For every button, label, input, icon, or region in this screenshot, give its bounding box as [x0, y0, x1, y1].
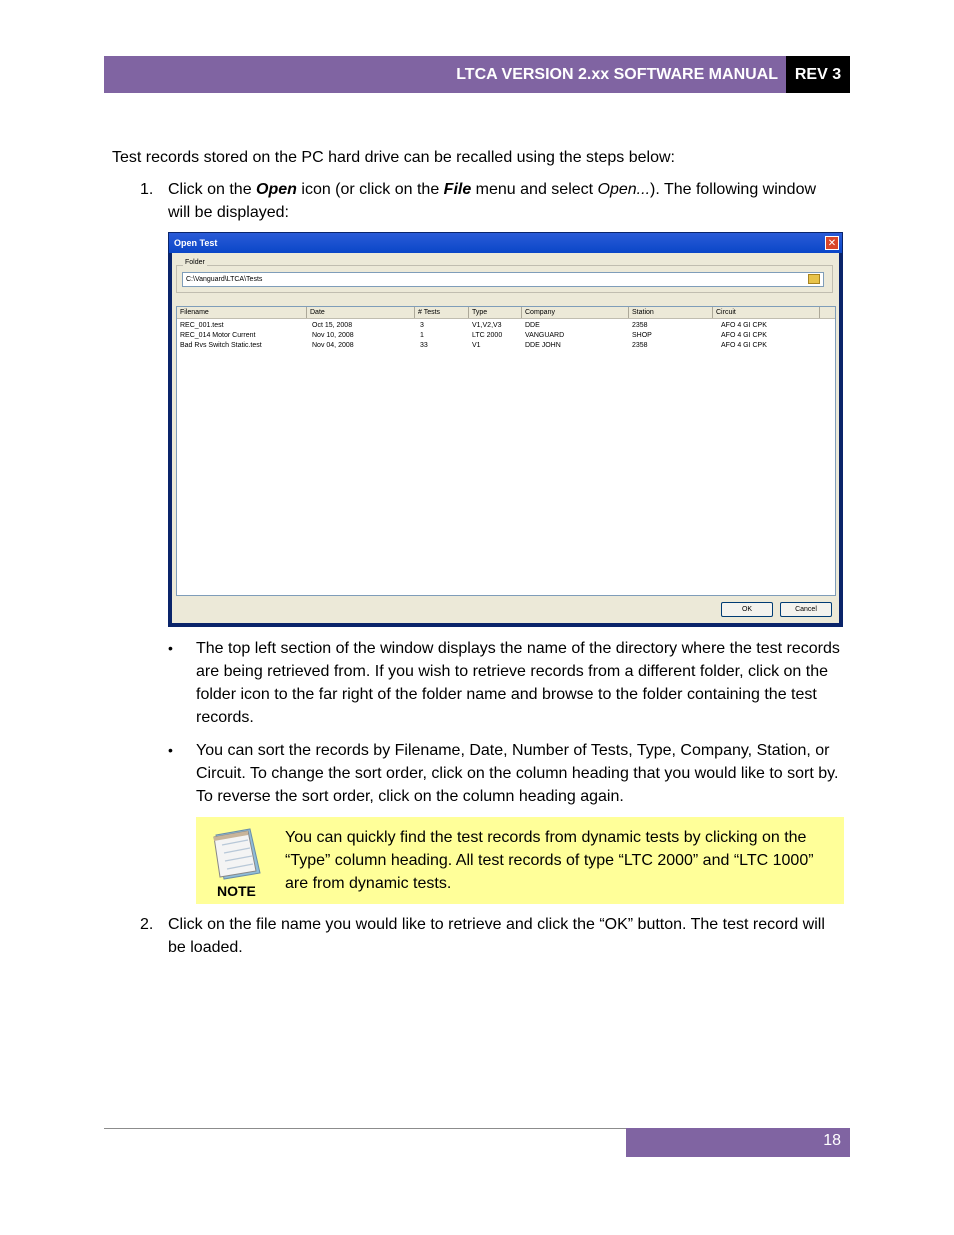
- table-row[interactable]: [177, 321, 835, 331]
- bullet-folder-text: The top left section of the window displays the name of the directory where the test records are being retrieved from. If you wish to retrieve records from a different folder, click on the folder icon to the far right of the folder name and browse to the folder containing the test records.: [196, 640, 840, 726]
- page-number: 18: [626, 1128, 850, 1157]
- cell-station: 2358: [632, 322, 648, 329]
- cell-tests: 3: [420, 322, 424, 329]
- bullet-icon: •: [168, 640, 173, 656]
- intro-paragraph: Test records stored on the PC hard drive can be recalled using the steps below:: [112, 149, 675, 166]
- cell-date: Nov 10, 2008: [312, 332, 354, 339]
- column-company[interactable]: Company: [522, 307, 629, 318]
- folder-path-field[interactable]: [182, 272, 824, 287]
- folder-label: Folder: [185, 259, 205, 266]
- open-test-dialog: [168, 232, 843, 627]
- header-title: LTCA VERSION 2.xx SOFTWARE MANUAL: [104, 56, 786, 93]
- note-box: [196, 817, 844, 904]
- step-1-number: 1.: [140, 181, 154, 198]
- notepad-icon: [210, 825, 266, 881]
- table-row[interactable]: [177, 341, 835, 351]
- cancel-button[interactable]: Cancel: [780, 602, 832, 617]
- cell-date: Nov 04, 2008: [312, 342, 354, 349]
- file-emphasis: File: [443, 181, 472, 198]
- table-row[interactable]: [177, 331, 835, 341]
- cell-filename: Bad Rvs Switch Static.test: [180, 342, 262, 349]
- note-text: You can quickly find the test records from dynamic tests by clicking on the “Type” column heading. All test records of type “LTC 2000” and “LTC 1000” are from dynamic tests.: [285, 829, 814, 892]
- folder-icon[interactable]: [808, 274, 820, 284]
- cell-date: Oct 15, 2008: [312, 322, 353, 329]
- cell-filename: REC_014 Motor Current: [180, 332, 256, 339]
- cell-tests: 1: [420, 332, 424, 339]
- cell-company: DDE JOHN: [525, 342, 561, 349]
- column-circuit[interactable]: Circuit: [713, 307, 820, 318]
- header-rev: REV 3: [786, 56, 850, 93]
- open-emphasis: Open: [256, 181, 297, 198]
- cell-type: V1,V2,V3: [472, 322, 502, 329]
- column-type[interactable]: Type: [469, 307, 522, 318]
- step-1-text: Click on the Open icon (or click on the File menu and select Open...). The following window will be displayed:: [168, 181, 817, 221]
- step-2-number: 2.: [140, 916, 154, 933]
- cell-tests: 33: [420, 342, 428, 349]
- dialog-body: [172, 253, 839, 623]
- cell-type: LTC 2000: [472, 332, 503, 339]
- cell-filename: REC_001.test: [180, 322, 224, 329]
- bullet-icon: •: [168, 742, 173, 758]
- close-icon[interactable]: ✕: [825, 236, 839, 250]
- column-date[interactable]: Date: [307, 307, 415, 318]
- cell-type: V1: [472, 342, 481, 349]
- list-header: [177, 307, 835, 319]
- column-tests[interactable]: # Tests: [415, 307, 469, 318]
- folder-group: [176, 259, 833, 293]
- folder-path: C:\Vanguard\LTCA\Tests: [186, 276, 263, 283]
- open-menu-emphasis: Open...: [597, 181, 651, 198]
- cell-company: VANGUARD: [525, 332, 565, 339]
- cell-station: 2358: [632, 342, 648, 349]
- note-label: NOTE: [217, 883, 256, 899]
- cell-circuit: AFO 4 GI CPK: [721, 342, 767, 349]
- column-filename[interactable]: Filename: [177, 307, 307, 318]
- cell-circuit: AFO 4 GI CPK: [721, 332, 767, 339]
- column-station[interactable]: Station: [629, 307, 713, 318]
- cell-station: SHOP: [632, 332, 652, 339]
- dialog-title: Open Test: [169, 233, 842, 253]
- records-list[interactable]: [176, 306, 836, 596]
- cell-circuit: AFO 4 GI CPK: [721, 322, 767, 329]
- cell-company: DDE: [525, 322, 540, 329]
- bullet-sort-text: You can sort the records by Filename, Date, Number of Tests, Type, Company, Station, or Circuit. To change the sort order, click on the column heading that you would like to sort by. To reverse the sort order, click on the column heading again.: [196, 742, 839, 805]
- ok-button[interactable]: OK: [721, 602, 773, 617]
- step-2-text: Click on the file name you would like to retrieve and click the “OK” button. The test record will be loaded.: [168, 916, 825, 956]
